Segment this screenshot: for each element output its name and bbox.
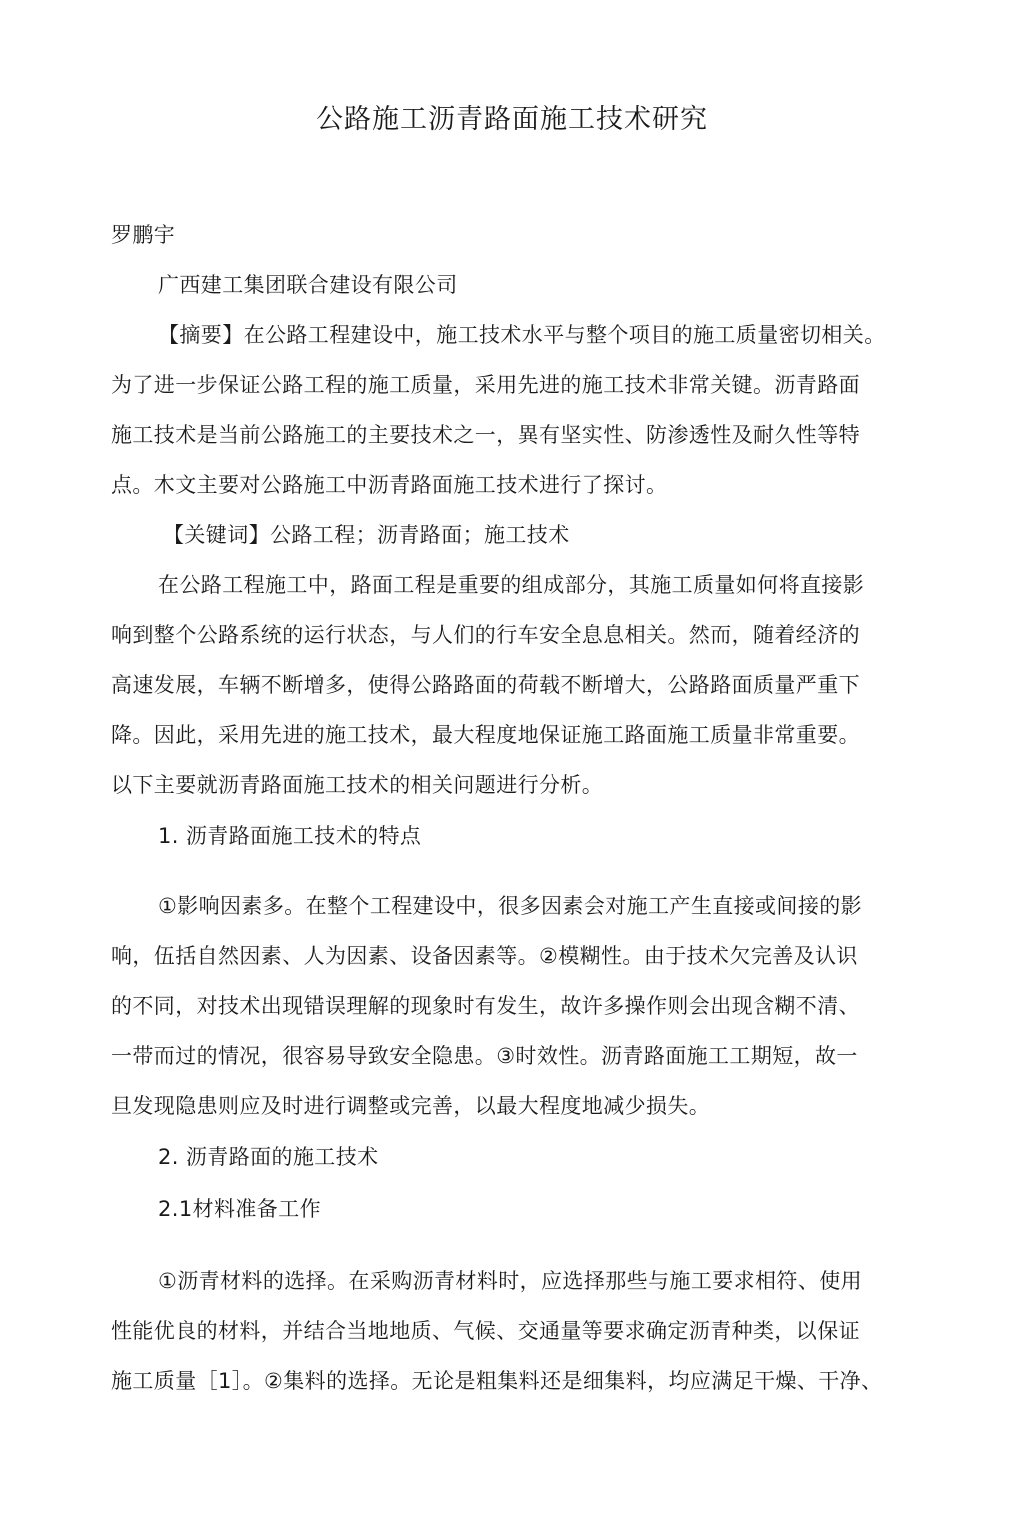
- author-affiliation: 广西建工集团联合建设有限公司: [158, 273, 458, 297]
- section-1-line: 旦发现隐患则应及时进行调整或完善，以最大程度地减少损失。: [111, 1094, 711, 1118]
- section-2-1-heading: 2.1材料准备工作: [158, 1197, 321, 1221]
- intro-line: 以下主要就沥青路面施工技术的相关问题进行分析。: [111, 773, 604, 797]
- abstract-line: 施工技术是当前公路施工的主要技术之一，異有坚实性、防渗透性及耐久性等特: [111, 423, 860, 447]
- section-1-line: 响，伍括自然因素、人为因素、设备因素等。②模糊性。由于技术欠完善及认识: [111, 944, 858, 968]
- section-2-1-line: 施工质量［1］。②集料的选择。无论是粗集料还是细集料，均应满足干燥、干净、: [111, 1369, 883, 1393]
- section-2-1-line: 性能优良的材料，并结合当地地质、气候、交通量等要求确定沥青种类，以保证: [111, 1319, 860, 1343]
- document-title: 公路施工沥青路面施工技术研究: [316, 104, 708, 135]
- intro-line: 在公路工程施工中，路面工程是重要的组成部分，其施工质量如何将直接影: [158, 573, 865, 597]
- keywords-line: 【关键词】公路工程；沥青路面；施工技术: [163, 523, 570, 547]
- intro-line: 降。因此，采用先进的施工技术，最大程度地保证施工路面施工质量非常重要。: [111, 723, 860, 747]
- section-1-heading: 1. 沥青路面施工技术的特点: [158, 824, 422, 848]
- intro-line: 高速发展，车辆不断增多，使得公路路面的荷载不断增大，公路路面质量严重下: [111, 673, 860, 697]
- abstract-line: 【摘要】在公路工程建设中，施工技术水平与整个项目的施工质量密切相关。: [158, 323, 886, 347]
- author-name: 罗鹏宇: [111, 223, 176, 247]
- abstract-line: 点。木文主要对公路施工中沥青路面施工技术进行了探讨。: [111, 473, 668, 497]
- section-1-line: 的不同，对技术出现错误理解的现象时有发生，故许多操作则会出现含糊不清、: [111, 994, 860, 1018]
- section-1-line: ①影响因素多。在整个工程建设中，很多因素会对施工产生直接或间接的影: [158, 894, 863, 918]
- intro-line: 响到整个公路系统的运行状态，与人们的行车安全息息相关。然而，随着经济的: [111, 623, 860, 647]
- abstract-line: 为了进一步保证公路工程的施工质量，采用先进的施工技术非常关键。沥青路面: [111, 373, 860, 397]
- section-2-heading: 2. 沥青路面的施工技术: [158, 1145, 379, 1169]
- section-1-line: 一带而过的情况，很容易导致安全隐患。③时效性。沥青路面施工工期短，故一: [111, 1044, 858, 1068]
- section-2-1-line: ①沥青材料的选择。在采购沥青材料时，应选择那些与施工要求相符、使用: [158, 1269, 863, 1293]
